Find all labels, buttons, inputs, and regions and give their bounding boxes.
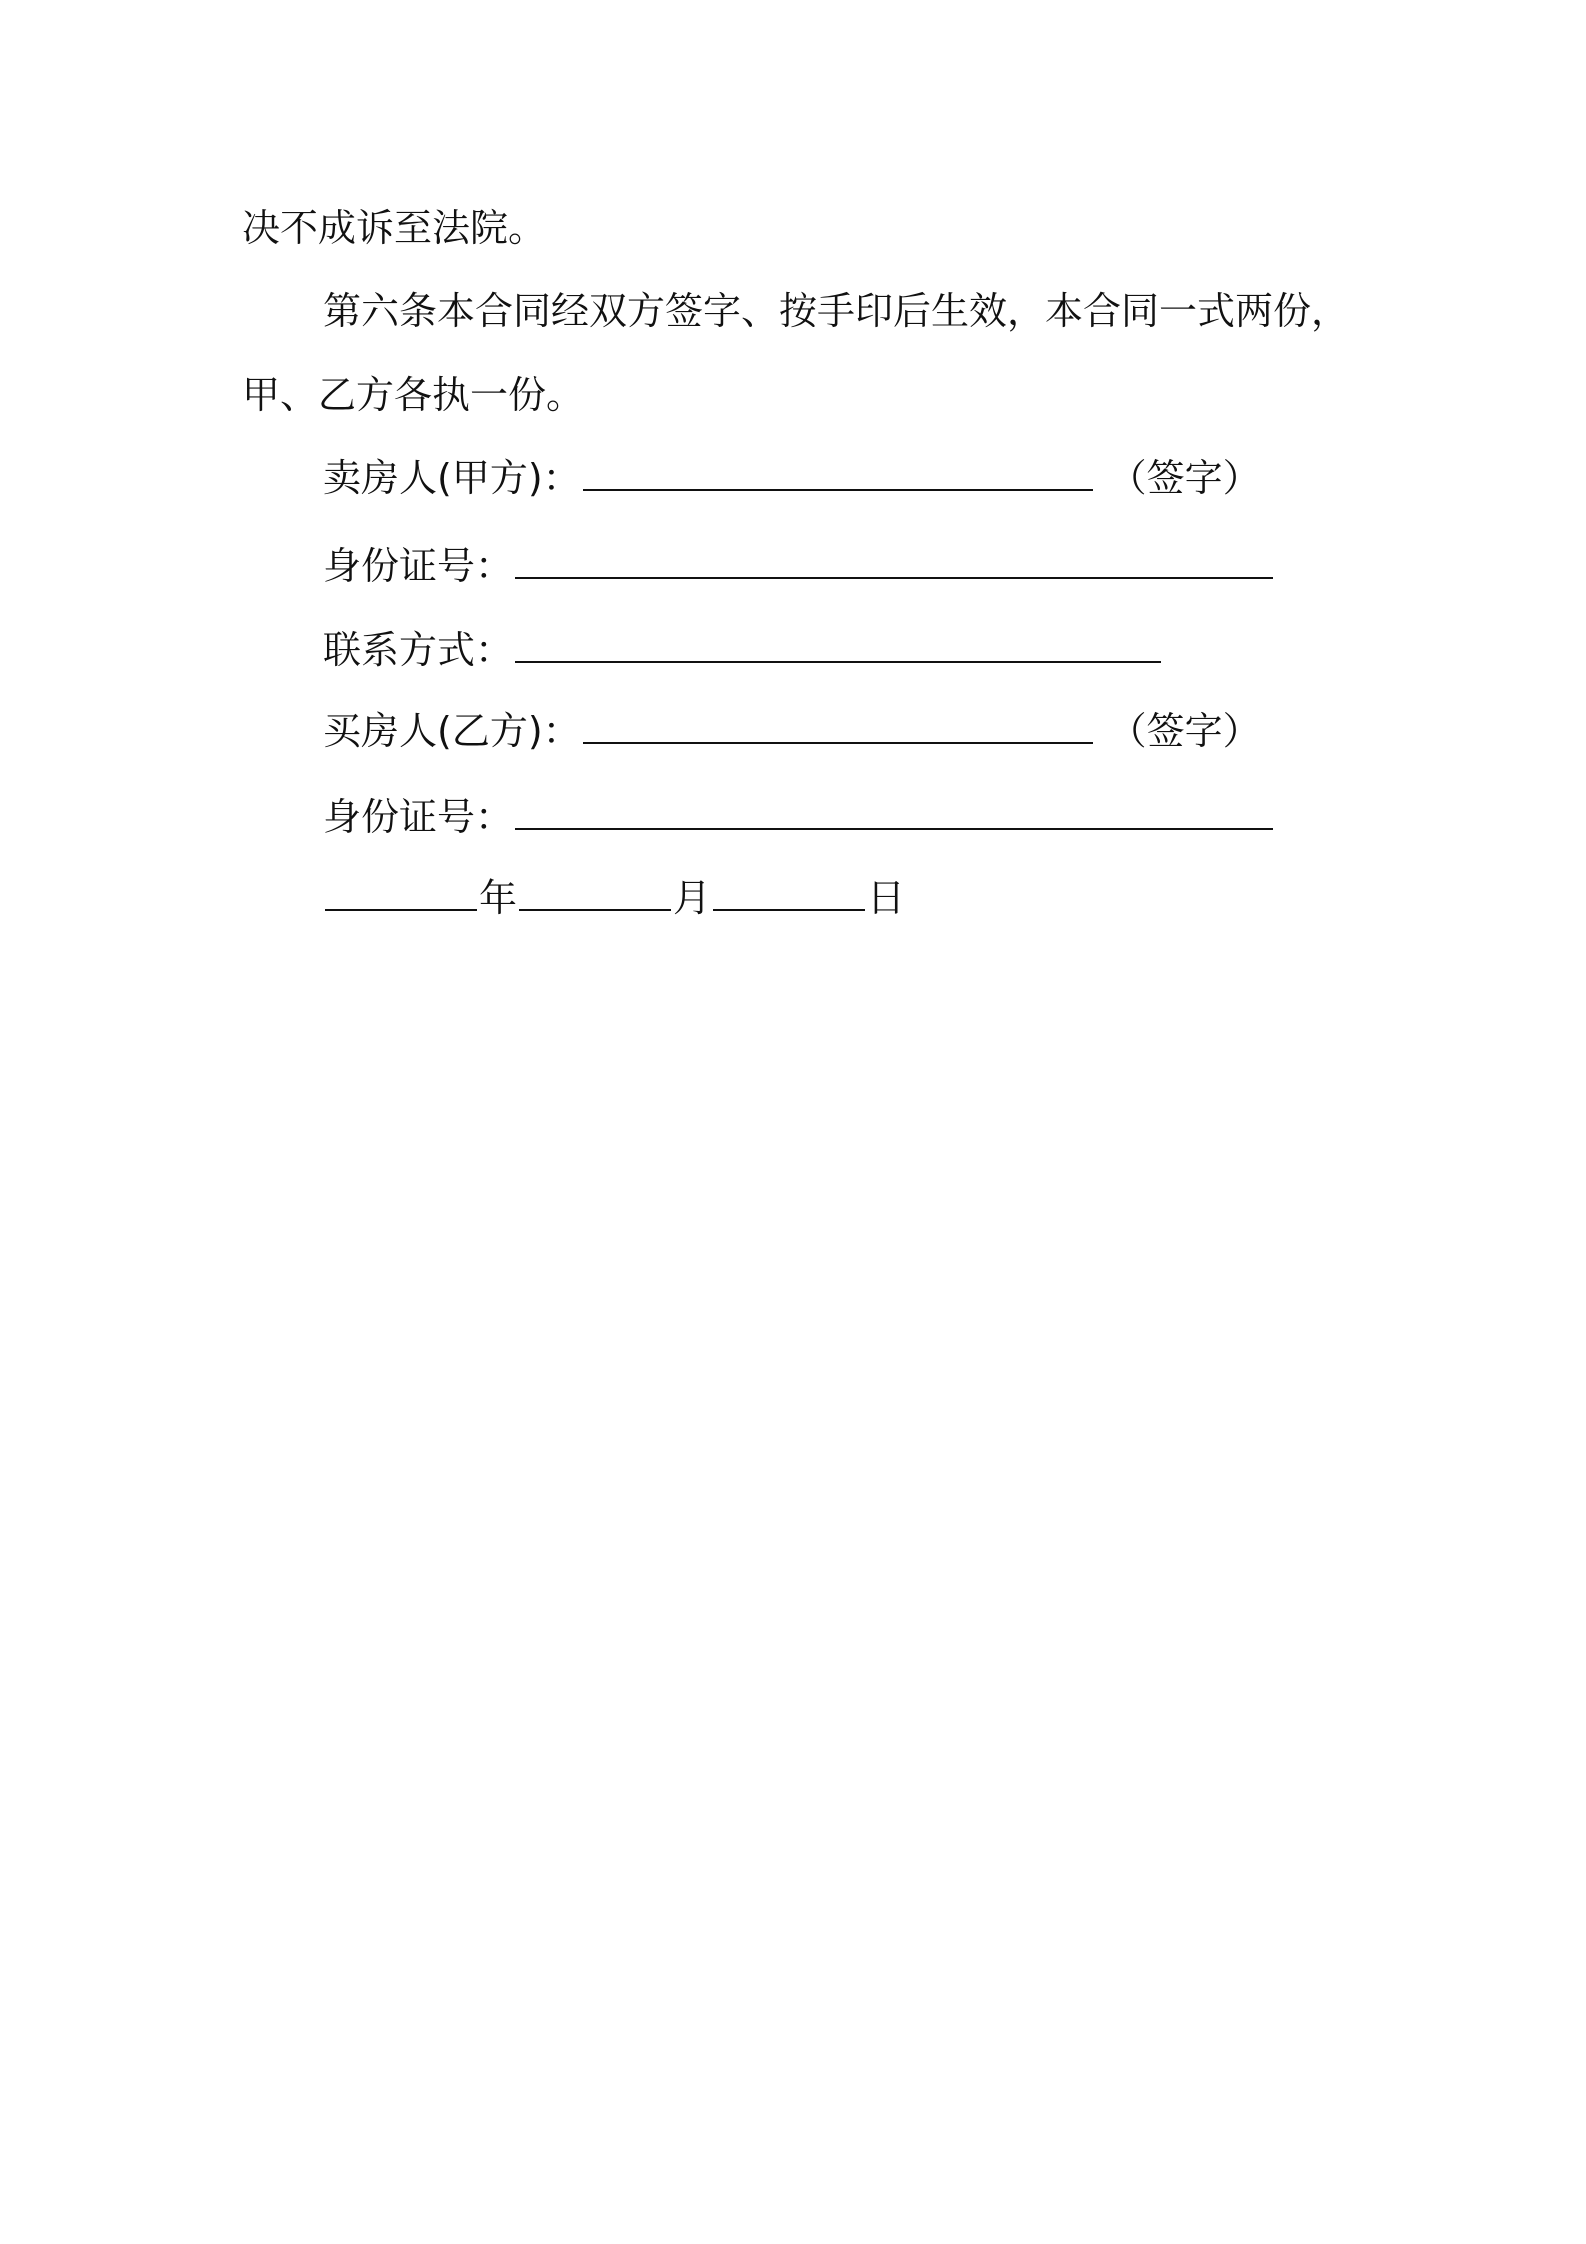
seller-id-row bbox=[323, 541, 1275, 591]
clause-text-continuation bbox=[242, 203, 546, 253]
seller-signature-row bbox=[323, 453, 1261, 503]
buyer-signature-row bbox=[323, 706, 1261, 756]
seller-id-label: 身份证号： bbox=[323, 544, 514, 588]
clause-six-text: 第六条本合同经双方签字、按手印后生效，本合同一式两份， bbox=[323, 289, 1350, 333]
buyer-signature-blank[interactable] bbox=[583, 708, 1093, 744]
month-blank[interactable] bbox=[519, 875, 671, 911]
clause-six-continuation bbox=[242, 370, 584, 420]
buyer-sign-note: （签字） bbox=[1108, 709, 1261, 753]
seller-id-blank[interactable] bbox=[515, 543, 1273, 579]
contact-label: 联系方式： bbox=[323, 628, 514, 672]
clause-five-ending: 决不成诉至法院。 bbox=[242, 206, 547, 250]
contact-blank[interactable] bbox=[515, 627, 1161, 663]
year-label: 年 bbox=[479, 876, 518, 920]
seller-sign-note: （签字） bbox=[1108, 456, 1261, 500]
day-blank[interactable] bbox=[713, 875, 865, 911]
seller-label: 卖房人(甲方)： bbox=[323, 456, 581, 500]
buyer-id-row bbox=[323, 792, 1275, 842]
buyer-id-blank[interactable] bbox=[515, 794, 1273, 830]
buyer-label: 买房人(乙方)： bbox=[323, 709, 581, 753]
date-row bbox=[323, 873, 905, 923]
day-label: 日 bbox=[867, 876, 906, 920]
contact-row bbox=[323, 625, 1163, 675]
clause-six-ending: 甲、乙方各执一份。 bbox=[242, 373, 585, 417]
clause-six bbox=[323, 286, 1349, 336]
year-blank[interactable] bbox=[325, 875, 477, 911]
month-label: 月 bbox=[673, 876, 712, 920]
seller-signature-blank[interactable] bbox=[583, 455, 1093, 491]
buyer-id-label: 身份证号： bbox=[323, 795, 514, 839]
